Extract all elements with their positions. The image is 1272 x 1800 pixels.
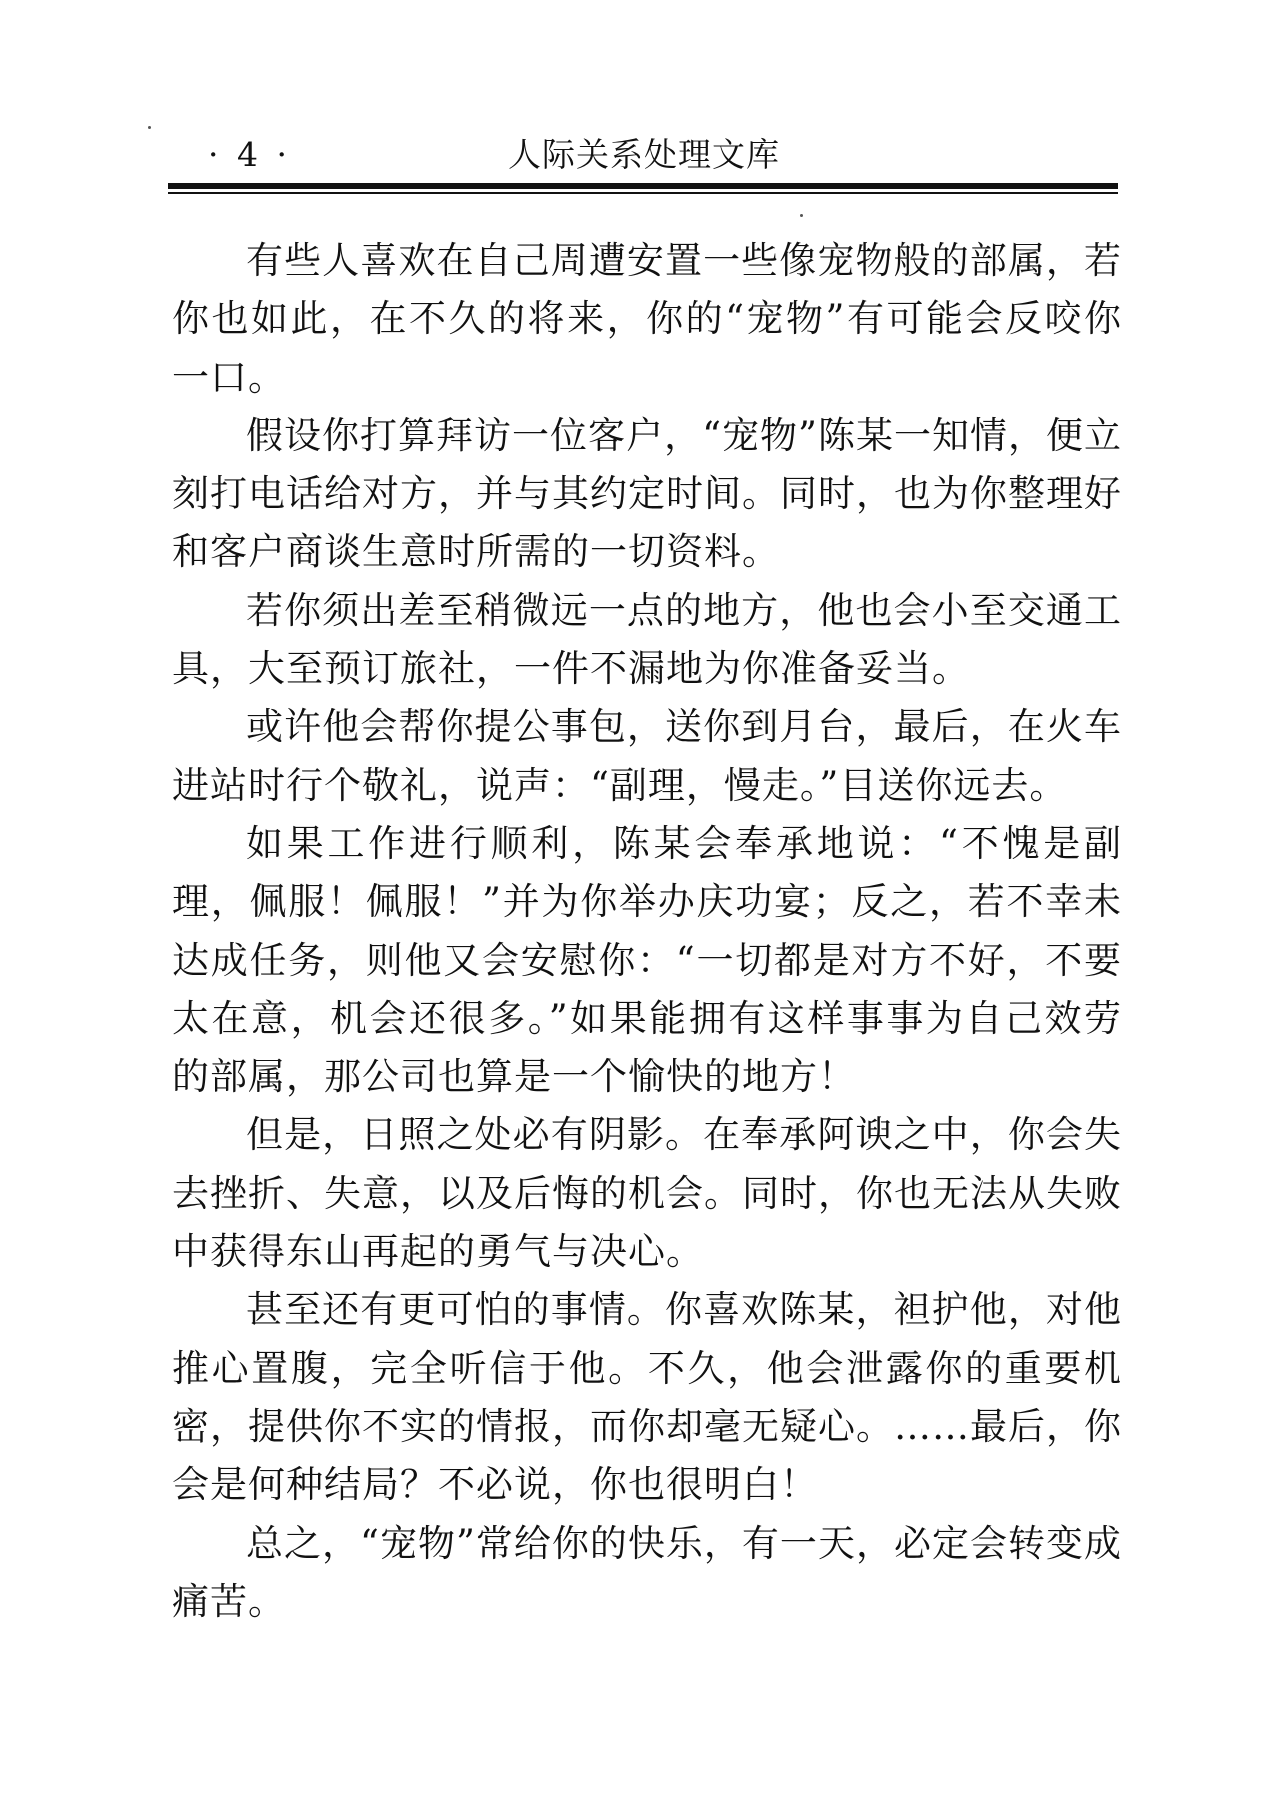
header-rule-thin: [168, 192, 1118, 194]
page-number: · 4 ·: [208, 135, 291, 174]
running-title: 人际关系处理文库: [508, 135, 780, 174]
paragraph: 如果工作进行顺利，陈某会奉承地说：“不愧是副理，佩服！佩服！”并为你举办庆功宴；反之，若不幸未达成任务，则他又会安慰你：“一切都是对方不好，不要太在意，机会还很多。”如果能拥有这样事事为自己效劳的部属，那公司也算是一个愉快的地方！: [172, 821, 1122, 1099]
paragraph: 总之，“宠物”常给你的快乐，有一天，必定会转变成痛苦。: [172, 1521, 1122, 1623]
page-header: [168, 135, 1118, 175]
scan-speck: [148, 126, 151, 129]
paragraph: 但是，日照之处必有阴影。在奉承阿谀之中，你会失去挫折、失意，以及后悔的机会。同时，你也无法从失败中获得东山再起的勇气与决心。: [172, 1113, 1122, 1274]
header-rule-thick: [168, 183, 1118, 189]
paragraph: 若你须出差至稍微远一点的地方，他也会小至交通工具，大至预订旅社，一件不漏地为你准备妥当。: [172, 588, 1122, 691]
paragraph: 或许他会帮你提公事包，送你到月台，最后，在火车进站时行个敬礼，说声：“副理，慢走。”目送你远去。: [172, 705, 1122, 807]
scan-speck: [800, 214, 803, 217]
paragraph: 甚至还有更可怕的事情。你喜欢陈某，袒护他，对他推心置腹，完全听信于他。不久，他会泄露你的重要机密，提供你不实的情报，而你却毫无疑心。……最后，你会是何种结局？不必说，你也很明白！: [172, 1288, 1122, 1507]
body-text: [172, 232, 1122, 1631]
paragraph: 有些人喜欢在自己周遭安置一些像宠物般的部属，若你也如此，在不久的将来，你的“宠物”有可能会反咬你一口。: [172, 239, 1122, 399]
paragraph: 假设你打算拜访一位客户，“宠物”陈某一知情，便立刻打电话给对方，并与其约定时间。同时，也为你整理好和客户商谈生意时所需的一切资料。: [172, 413, 1122, 574]
